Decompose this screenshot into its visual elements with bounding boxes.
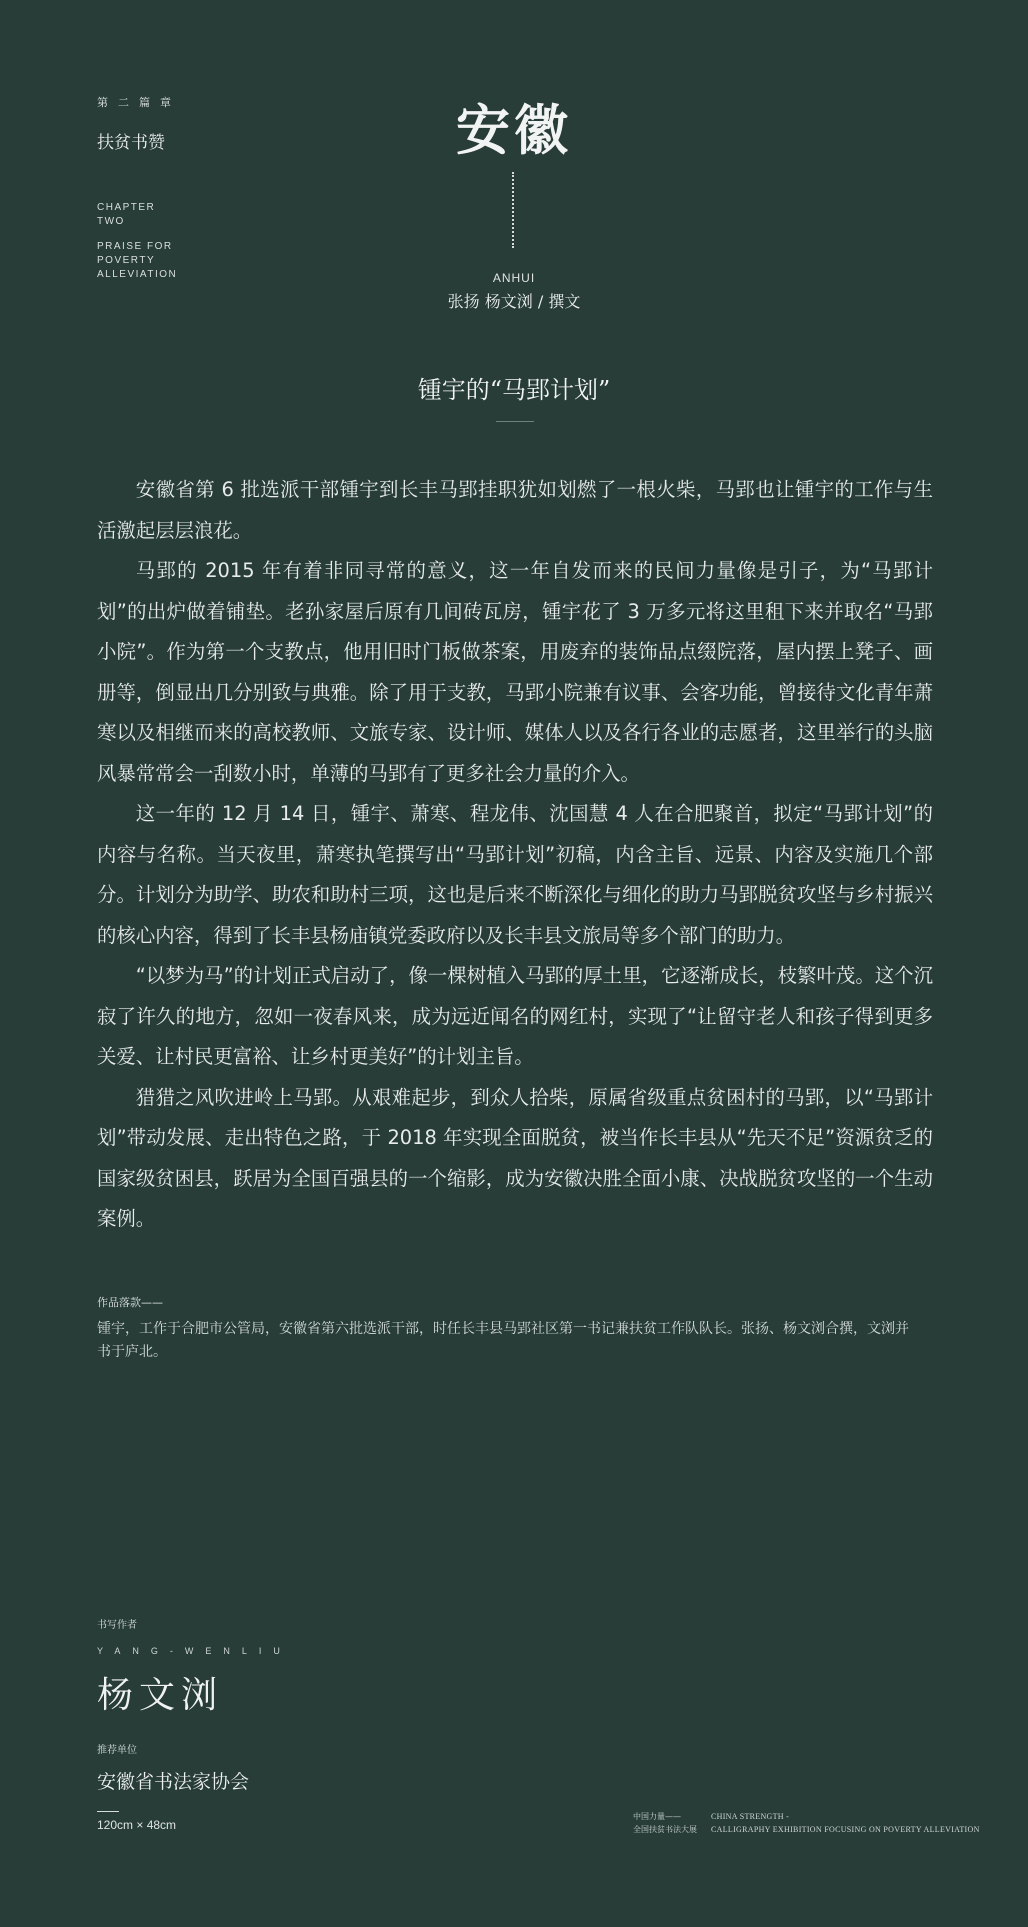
writer-label: 书写作者 bbox=[97, 1620, 137, 1631]
footer-cn-line: 中国力量—— bbox=[633, 1812, 681, 1821]
byline: 张扬 杨文浏 / 撰文 bbox=[447, 292, 581, 311]
title-divider bbox=[496, 421, 534, 422]
artwork-size: 120cm × 48cm bbox=[97, 1818, 177, 1832]
footer-en-line: CHINA STRENGTH - bbox=[711, 1812, 790, 1821]
article-body bbox=[97, 470, 933, 1240]
paragraph: 这一年的 12 月 14 日，锺宇、萧寒、程龙伟、沈国慧 4 人在合肥聚首，拟定“马郢计划”的内容与名称。当天夜里，萧寒执笔撰写出“马郢计划”初稿，内含主旨、远景、内容及实施几个部分。计划分为助学、助农和助村三项，这也是后来不断深化与细化的助力马郢脱贫攻坚与乡村振兴的核心内容，得到了长丰县杨庙镇党委政府以及长丰县文旅局等多个部门的助力。 bbox=[97, 802, 933, 947]
footer-logo-en bbox=[711, 1810, 980, 1836]
praise-en-line: ALLEVIATION bbox=[97, 269, 178, 280]
paragraph: 安徽省第 6 批选派干部锺宇到长丰马郢挂职犹如划燃了一根火柴，马郢也让锺宇的工作与生活激起层层浪花。 bbox=[97, 478, 933, 542]
praise-en-line: POVERTY bbox=[97, 255, 156, 266]
article-title: 锺宇的“马郢计划” bbox=[417, 376, 611, 404]
footer-en-line: CALLIGRAPHY EXHIBITION FOCUSING ON POVERTY ALLEVIATION bbox=[711, 1825, 980, 1834]
dotted-divider bbox=[512, 172, 516, 248]
chapter-en-line: CHAPTER bbox=[97, 202, 156, 213]
chapter-subtitle: 扶贫书赞 bbox=[97, 133, 165, 153]
province-title: 安徽 bbox=[456, 98, 572, 162]
paragraph: 马郢的 2015 年有着非同寻常的意义，这一年自发而来的民间力量像是引子，为“马郢计划”的出炉做着铺垫。老孙家屋后原有几间砖瓦房，锺宇花了 3 万多元将这里租下来并取名“马郢小院”。作为第一个支教点，他用旧时门板做茶案，用废弃的装饰品点缀院落，屋内摆上凳子、画册等，倒显出几分别致与典雅。除了用于支教，马郢小院兼有议事、会客功能，曾接待文化青年萧寒以及相继而来的高校教师、文旅专家、设计师、媒体人以及各行各业的志愿者，这里举行的头脑风暴常常会一刮数小时，单薄的马郢有了更多社会力量的介入。 bbox=[97, 559, 933, 785]
size-divider bbox=[97, 1811, 119, 1812]
footer-cn-line: 全国扶贫书法大展 bbox=[633, 1825, 697, 1834]
paragraph: 猎猎之风吹进岭上马郢。从艰难起步，到众人拾柴，原属省级重点贫困村的马郢，以“马郢计划”带动发展、走出特色之路，于 2018 年实现全面脱贫，被当作长丰县从“先天不足”资源贫乏的国家级贫困县，跃居为全国百强县的一个缩影，成为安徽决胜全面小康、决战脱贫攻坚的一个生动案例。 bbox=[97, 1085, 933, 1230]
writer-name-en: YANG-WENLIU bbox=[97, 1646, 292, 1656]
inscription-label: 作品落款—— bbox=[97, 1296, 163, 1309]
praise-en-line: PRAISE FOR bbox=[97, 241, 173, 252]
chapter-label-cn: 第二篇章 bbox=[97, 96, 181, 109]
chapter-label-en bbox=[97, 201, 155, 229]
paragraph: “以梦为马”的计划正式启动了，像一棵树植入马郢的厚土里，它逐渐成长，枝繁叶茂。这个沉寂了许久的地方，忽如一夜春风来，成为远近闻名的网红村，实现了“让留守老人和孩子得到更多关爱、让村民更富裕、让乡村更美好”的计划主旨。 bbox=[97, 964, 933, 1068]
writer-name: 杨文浏 bbox=[97, 1675, 224, 1716]
footer-logo-cn bbox=[633, 1810, 697, 1836]
chapter-en-line: TWO bbox=[97, 216, 125, 227]
province-title-en: ANHUI bbox=[492, 271, 536, 285]
inscription-text: 锺宇，工作于合肥市公管局，安徽省第六批选派干部，时任长丰县马郢社区第一书记兼扶贫工作队队长。张扬、杨文浏合撰，文浏并书于庐北。 bbox=[97, 1321, 909, 1360]
recommender-name: 安徽省书法家协会 bbox=[97, 1771, 250, 1793]
recommender-label: 推荐单位 bbox=[97, 1745, 137, 1756]
